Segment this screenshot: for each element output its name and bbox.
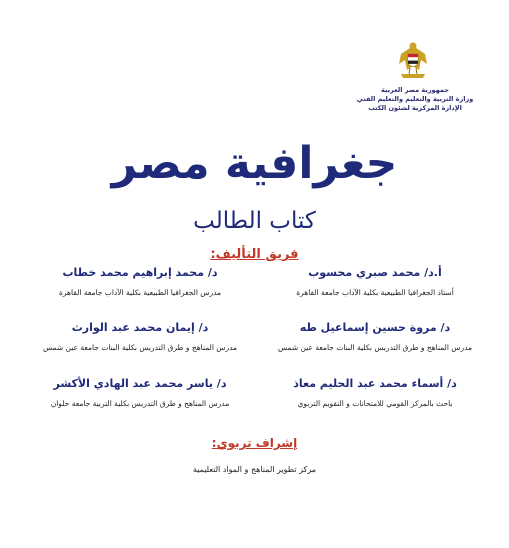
author-entry xyxy=(265,321,485,352)
author-name: د/ محمد إبراهيم محمد خطاب xyxy=(62,266,218,279)
author-affiliation: مدرس المناهج و طرق التدريس بكلية البنات جامعة عين شمس xyxy=(277,343,473,352)
ministry-line: جمهورية مصر العربية xyxy=(381,86,449,94)
author-name: أ.د/ محمد صبري محسوب xyxy=(308,266,442,279)
author-name: د/ مروة حسين إسماعيل طه xyxy=(299,321,451,334)
author-entry xyxy=(265,266,485,297)
ministry-line: وزارة التربية والتعليم والتعليم الفني xyxy=(356,95,474,103)
eagle-emblem-icon xyxy=(395,40,431,84)
ministry-header xyxy=(350,86,480,113)
author-entry xyxy=(30,377,250,408)
author-entry xyxy=(30,266,250,297)
authoring-team-label: فريق التأليف: xyxy=(210,247,299,262)
author-name: د/ إيمان محمد عبد الوارث xyxy=(71,321,209,334)
author-affiliation: مدرس المناهج و طرق التدريس بكلية البنات جامعة عين شمس xyxy=(42,343,238,352)
author-name: د/ أسماء محمد عبد الحليم معاذ xyxy=(293,377,457,390)
author-affiliation: مدرس الجغرافيا الطبيعية بكلية الآداب جامعة القاهرة xyxy=(58,288,222,297)
supervision-body: مركز تطوير المناهج و المواد التعليمية xyxy=(192,465,317,474)
author-affiliation: مدرس المناهج و طرق التدريس بكلية التربية جامعة حلوان xyxy=(50,399,230,408)
ministry-line: الإدارة المركزية لشئون الكتب xyxy=(368,104,462,112)
author-affiliation: باحث بالمركز القومي للامتحانات و التقويم التربوي xyxy=(297,399,453,408)
supervision-label: إشراف تربوي: xyxy=(211,436,298,450)
book-title: جغرافية مصر xyxy=(111,138,398,189)
author-entry xyxy=(265,377,485,408)
book-subtitle: كتاب الطالب xyxy=(193,208,316,234)
author-entry xyxy=(30,321,250,352)
author-affiliation: أستاذ الجغرافيا الطبيعية بكلية الآداب جامعة القاهرة xyxy=(296,288,454,297)
author-name: د/ ياسر محمد عبد الهادي الأكشر xyxy=(53,377,227,390)
